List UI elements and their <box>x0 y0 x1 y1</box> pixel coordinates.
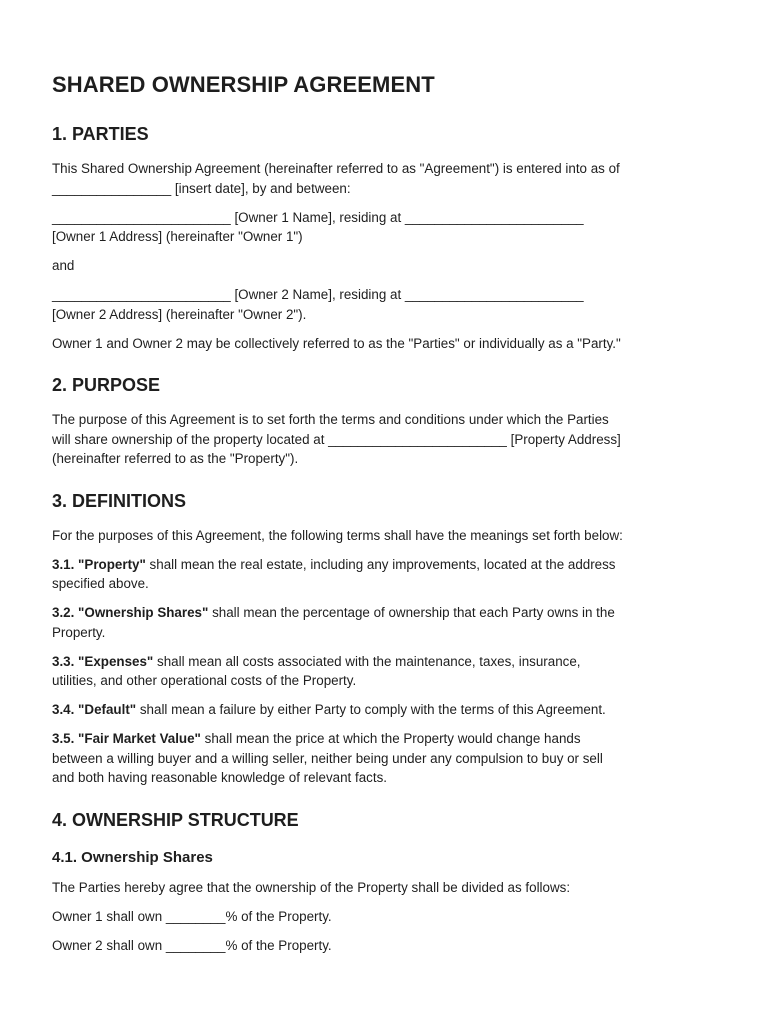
and-paragraph: and <box>52 258 75 273</box>
parties-intro <box>52 159 718 198</box>
section-purpose <box>52 375 718 469</box>
purpose-paragraph <box>52 410 718 469</box>
subsection-ownership-shares <box>52 849 718 956</box>
subsection-heading-ownership-shares: 4.1. Ownership Shares <box>52 848 213 866</box>
parties-collective: Owner 1 and Owner 2 may be collectively referred to as the "Parties" or individually as a "Party." <box>52 335 621 351</box>
section-parties <box>52 124 718 353</box>
owner2-line2: [Owner 2 Address] (hereinafter "Owner 2"). <box>52 306 307 322</box>
definition-term: 3.3. "Expenses" <box>52 653 154 669</box>
document-title: SHARED OWNERSHIP AGREEMENT <box>52 72 435 97</box>
section-heading-ownership-structure: 4. OWNERSHIP STRUCTURE <box>52 809 299 830</box>
definition-item-fair-market-value <box>52 729 718 788</box>
definition-text: shall mean a failure by either Party to comply with the terms of this Agreement. <box>136 702 606 717</box>
definition-text: specified above. <box>52 576 149 591</box>
section-heading-definitions: 3. DEFINITIONS <box>52 490 187 511</box>
parties-intro-line2: ________________ [insert date], by and between: <box>52 180 351 196</box>
definition-item-expenses <box>52 652 718 691</box>
ownership-intro: The Parties hereby agree that the ownership of the Property shall be divided as follows: <box>52 879 571 895</box>
owner2-share: Owner 2 shall own ________% of the Property. <box>52 937 332 953</box>
definition-term: 3.2. "Ownership Shares" <box>52 605 209 620</box>
definition-text: between a willing buyer and a willing seller, neither being under any compulsion to buy or sell <box>52 750 603 766</box>
section-heading-parties: 1. PARTIES <box>52 124 149 144</box>
owner2-paragraph <box>52 285 718 324</box>
definition-item-default <box>52 700 718 720</box>
definition-text: utilities, and other operational costs of the Property. <box>52 673 357 688</box>
definition-text: shall mean the percentage of ownership that each Party owns in the <box>208 605 615 620</box>
section-heading-purpose: 2. PURPOSE <box>52 375 161 395</box>
definition-text: shall mean the real estate, including any improvements, located at the address <box>145 556 616 572</box>
section-ownership-structure <box>52 810 718 956</box>
definition-term: 3.5. "Fair Market Value" <box>52 731 201 746</box>
parties-intro-line1: This Shared Ownership Agreement (hereinafter referred to as "Agreement") is entered into as of <box>52 161 620 176</box>
definition-term: 3.4. "Default" <box>52 702 137 717</box>
section-definitions <box>52 491 718 788</box>
purpose-line3: (hereinafter referred to as the "Property"). <box>52 451 299 466</box>
owner1-share: Owner 1 shall own ________% of the Property. <box>52 908 332 924</box>
definitions-intro: For the purposes of this Agreement, the following terms shall have the meanings set forth below: <box>52 527 623 543</box>
definition-item-ownership-shares <box>52 603 718 642</box>
definition-text: shall mean the price at which the Property would change hands <box>200 731 581 746</box>
definition-text: and both having reasonable knowledge of relevant facts. <box>52 770 387 785</box>
purpose-line2: will share ownership of the property located at ________________________ [Property Address] <box>52 431 621 447</box>
owner1-paragraph <box>52 208 718 247</box>
owner1-line1: ________________________ [Owner 1 Name], residing at ________________________ <box>52 209 584 225</box>
owner1-line2: [Owner 1 Address] (hereinafter "Owner 1") <box>52 229 303 244</box>
purpose-line1: The purpose of this Agreement is to set forth the terms and conditions under which the Parties <box>52 412 609 427</box>
definition-text: Property. <box>52 624 106 640</box>
definition-item-property <box>52 555 718 594</box>
owner2-line1: ________________________ [Owner 2 Name], residing at ________________________ <box>52 287 584 302</box>
definition-text: shall mean all costs associated with the maintenance, taxes, insurance, <box>153 653 581 669</box>
definition-term: 3.1. "Property" <box>52 556 146 572</box>
